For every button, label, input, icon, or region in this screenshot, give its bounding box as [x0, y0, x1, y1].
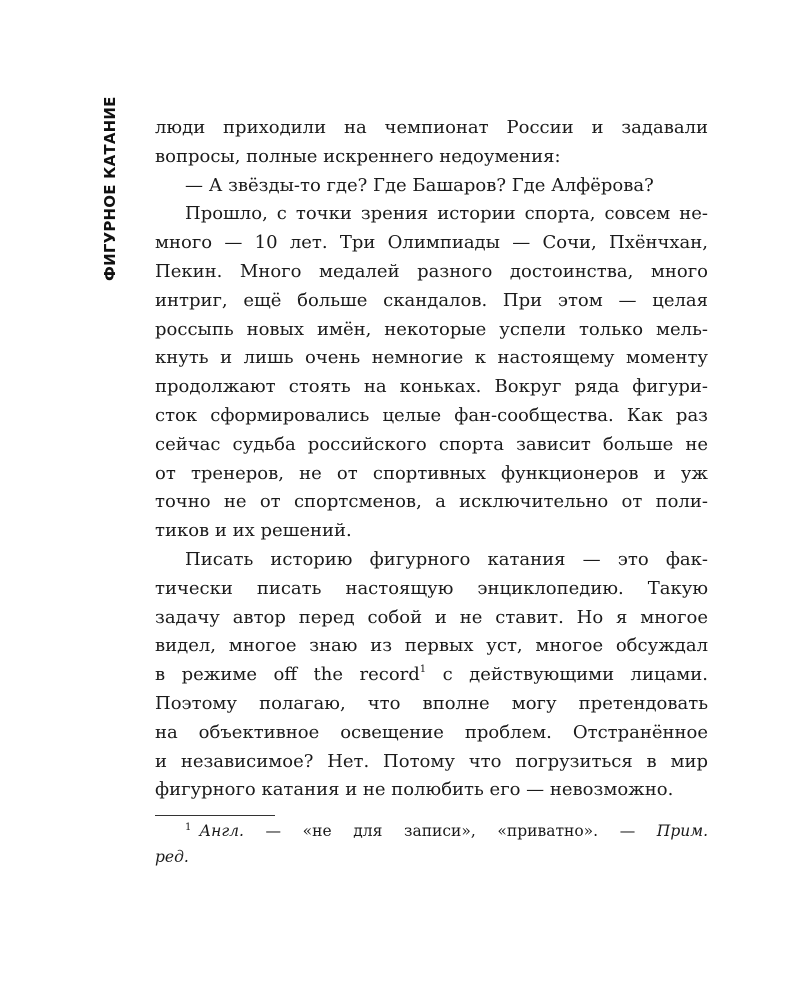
running-head	[99, 96, 121, 281]
footnote-divider	[155, 815, 275, 816]
text-fragment: в режиме off the record	[155, 664, 420, 686]
running-head-text: ФИГУРНОЕ КАТАНИЕ	[101, 96, 119, 281]
text-line: задачу автор перед собой и не ставит. Но я многое	[155, 606, 708, 628]
footnote-number: 1	[185, 822, 192, 833]
text-line: вопросы, полные искреннего недоумения:	[155, 145, 561, 167]
text-line: Поэтому полагаю, что вполне могу претендовать	[155, 692, 708, 714]
text-line: тически писать настоящую энциклопедию. Такую	[155, 577, 708, 599]
text-line: фигурного катания и не полюбить его — невозможно.	[155, 779, 674, 801]
text-line: от тренеров, не от спортивных функционеров и уж	[155, 462, 708, 484]
text-line: сейчас судьба российского спорта зависит больше не	[155, 433, 708, 455]
text-line: Пекин. Много медалей разного достоинства, много	[155, 260, 708, 282]
text-line: много — 10 лет. Три Олимпиады — Сочи, Пхёнчхан,	[155, 232, 708, 254]
text-line: Писать историю фигурного катания — это фак-	[185, 548, 708, 570]
text-line: сток сформировались целые фан-сообщества. Как раз	[155, 404, 708, 426]
footnote-reference[interactable]: 1	[419, 664, 427, 676]
text-line: видел, многое знаю из первых уст, многое обсуждал	[155, 635, 708, 657]
text-line: и независимое? Нет. Потому что погрузиться в мир	[155, 750, 708, 772]
text-line: люди приходили на чемпионат России и задавали	[155, 117, 708, 138]
text-line: кнуть и лишь очень немногие к настоящему моменту	[155, 347, 708, 369]
text-line-with-footnote-ref	[155, 661, 708, 690]
body-text	[155, 114, 708, 805]
footnote-text: — «не для записи», «приватно». —	[243, 822, 657, 840]
text-line: тиков и их решений.	[155, 520, 352, 542]
text-fragment: с действующими лицами.	[426, 664, 709, 686]
text-line: россыпь новых имён, некоторые успели только мель-	[155, 318, 708, 340]
footnote-note-label: Прим.	[656, 822, 708, 840]
footnote-abbr: Англ.	[199, 822, 244, 840]
text-line: интриг, ещё больше скандалов. При этом — целая	[155, 289, 708, 311]
text-line: — А звёзды-то где? Где Башаров? Где Алфёрова?	[185, 174, 654, 196]
text-line: точно не от спортсменов, а исключительно от поли-	[155, 491, 708, 513]
text-line: Прошло, с точки зрения истории спорта, совсем не-	[185, 203, 708, 225]
footnote-line	[155, 818, 708, 844]
footnote-line	[155, 844, 708, 870]
footnote-continuation: ред.	[155, 848, 189, 866]
text-line: на объективное освещение проблем. Отстранённое	[155, 721, 708, 743]
footnote	[155, 818, 708, 870]
text-line: продолжают стоять на коньках. Вокруг ряда фигури-	[155, 376, 708, 398]
